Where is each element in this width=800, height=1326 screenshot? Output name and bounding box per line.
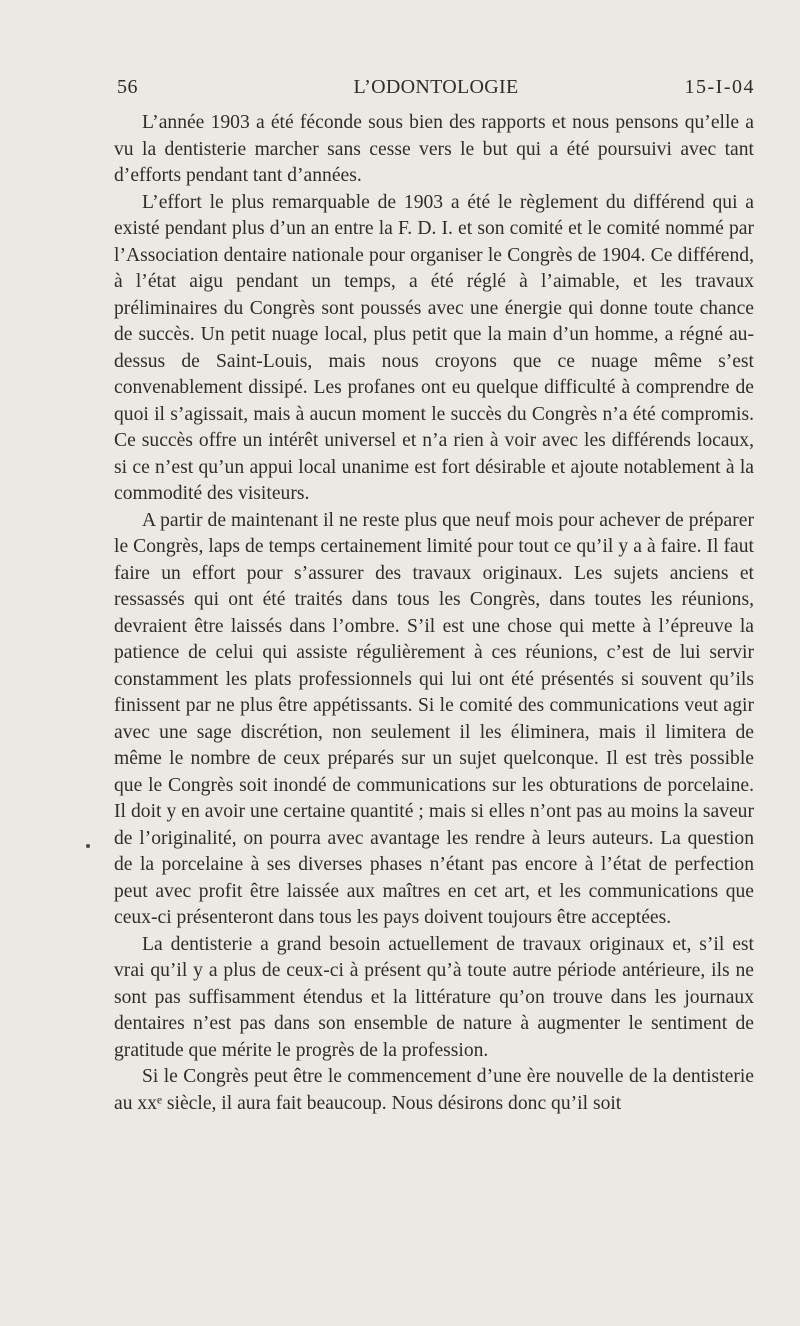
page-number: 56 [117,76,138,98]
margin-ink-dot [86,844,90,848]
article-body [114,110,754,1117]
paragraph: Si le Congrès peut être le commencement d’une ère nouvelle de la dentisterie au xxᵉ siècle, il aura fait beaucoup. Nous désirons donc qu’il soit [114,1066,754,1114]
paragraph: L’effort le plus remarquable de 1903 a été le règlement du différend qui a existé pendant plus d’un an entre la F. D. I. et son comité et le comité nommé par l’Association dentaire nationale pour organiser le Congrès de 1904. Ce différend, à l’état aigu pendant un temps, a été réglé à l’aimable, et les travaux préliminaires du Congrès sont poussés avec une énergie qui donne toute chance de succès. Un petit nuage local, plus petit que la main d’un homme, a régné au-dessus de Saint-Louis, mais nous croyons que ce nuage même s’est convenablement dissipé. Les profanes ont eu quelque difficulté à comprendre de quoi il s’agissait, mais à aucun moment le succès du Congrès n’a été compromis. Ce succès offre un intérêt universel et n’a rien à voir avec les différends locaux, si ce n’est qu’un appui local unanime est fort désirable et ajoute notablement à la commodité des visiteurs. [114,191,754,504]
journal-title: L’ODONTOLOGIE [353,76,519,98]
paragraph: A partir de maintenant il ne reste plus que neuf mois pour achever de préparer le Congrès, laps de temps certainement limité pour tout ce qu’il y a à faire. Il faut faire un effort pour s’assurer des travaux originaux. Les sujets anciens et ressassés qui ont été traités dans tous les Congrès, dans toutes les réunions, devraient être laissés dans l’ombre. S’il est une chose qui mette à l’épreuve la patience de celui qui assiste régulièrement à ces réunions, c’est de lui servir constamment les plats professionnels qui lui ont été présentés si souvent qu’ils finissent par ne plus être appétissants. Si le comité des communications veut agir avec une sage discrétion, non seulement il les éliminera, mais il limitera de même le nombre de ceux préparés sur un sujet quelconque. Il est très possible que le Congrès soit inondé de communications sur les obturations de porcelaine. Il doit y en avoir une certaine quantité ; mais si elles n’ont pas au moins la saveur de l’originalité, on pourra avec avantage les rendre à leurs auteurs. La question de la porcelaine à ses diverses phases n’étant pas encore à l’état de perfection peut avec profit être laissée aux maîtres en cet art, et les communications que ceux-ci présenteront dans tous les pays doivent toujours être acceptées. [114,509,754,928]
paragraph: L’année 1903 a été féconde sous bien des rapports et nous pensons qu’elle a vu la dentisterie marcher sans cesse vers le but qui a été poursuivi avec tant d’efforts pendant tant d’années. [114,112,754,186]
paragraph: La dentisterie a grand besoin actuellement de travaux originaux et, s’il est vrai qu’il y a plus de ceux-ci à présent qu’à toute autre période antérieure, ils ne sont pas suffisamment étendus et la littérature qu’on trouve dans les journaux dentaires n’est pas dans son ensemble de nature à augmenter le sentiment de gratitude que mérite le progrès de la profession. [114,933,754,1061]
running-header [117,76,755,106]
issue-date: 15-I-04 [684,76,755,98]
